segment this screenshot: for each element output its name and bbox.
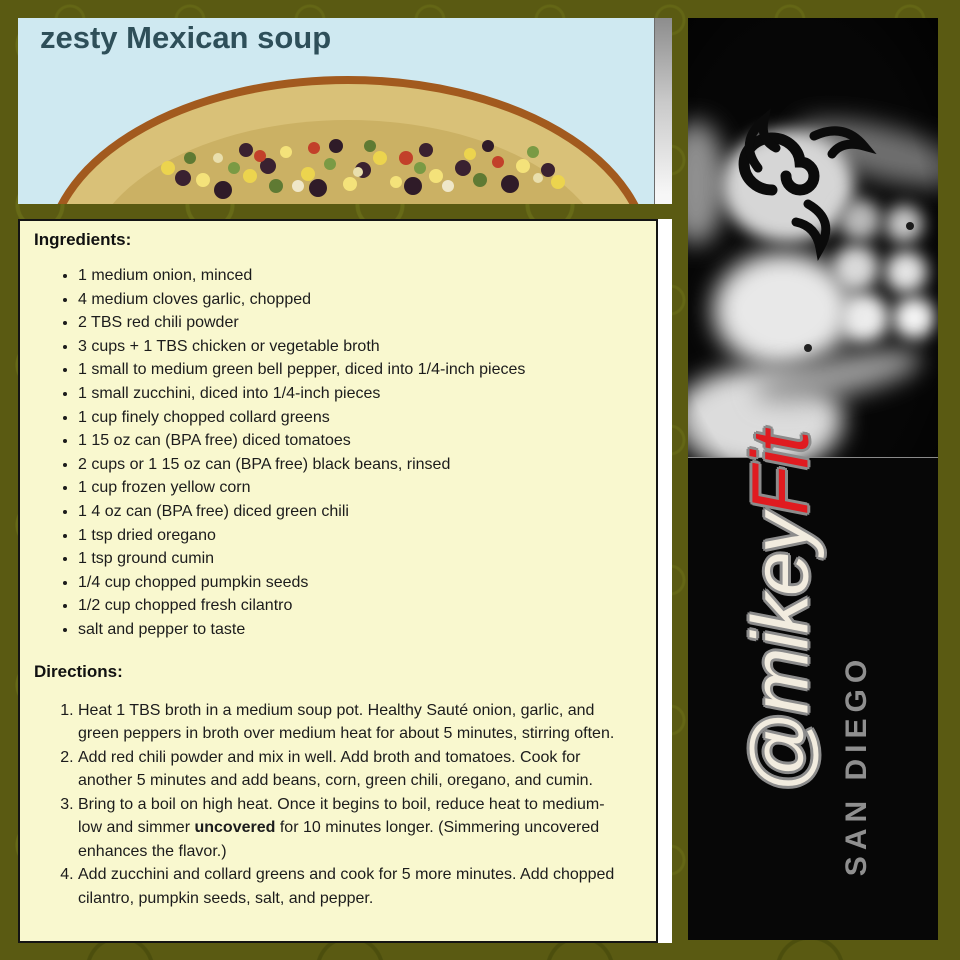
ingredient-item: • 1 4 oz can (BPA free) diced green chili — [78, 500, 626, 524]
ingredient-item: • 2 cups or 1 15 oz can (BPA free) black beans, rinsed — [78, 453, 626, 477]
ingredient-item: • 1/2 cup chopped fresh cilantro — [78, 594, 626, 618]
brand-panel — [688, 18, 938, 940]
location-label: SAN DIEGO — [840, 653, 873, 877]
handle-prefix: @mikey — [735, 515, 825, 794]
scrollbar-strip — [654, 18, 672, 204]
ingredient-item: • 1/4 cup chopped pumpkin seeds — [78, 571, 626, 595]
direction-text: Add red chili powder and mix in well. Add broth and tomatoes. Cook for another 5 minutes and add beans, corn, green chili, oregano, and cumin. — [78, 748, 593, 789]
direction-step — [78, 793, 626, 864]
ingredient-item: • 2 TBS red chili powder — [78, 311, 626, 335]
recipe-title: zesty Mexican soup — [40, 20, 332, 55]
direction-step — [78, 746, 626, 793]
recipe-card — [18, 219, 672, 943]
ingredient-item: • 4 medium cloves garlic, chopped — [78, 288, 626, 312]
directions-heading: Directions: — [34, 661, 123, 681]
ingredient-item: • 1 cup frozen yellow corn — [78, 476, 626, 500]
instagram-handle — [716, 321, 846, 906]
ingredient-item: • salt and pepper to taste — [78, 618, 626, 642]
direction-bold-text: uncovered — [194, 819, 276, 836]
ingredient-item: • 1 medium onion, minced — [78, 264, 626, 288]
direction-step — [78, 863, 626, 910]
direction-text: Add zucchini and collard greens and cook for 5 more minutes. Add chopped cilantro, pumpkin seeds, salt, and pepper. — [78, 866, 615, 907]
directions-list — [34, 699, 626, 911]
direction-step — [78, 699, 626, 746]
direction-text: Bring to a boil on high heat. Once it begins to boil, reduce heat to medium-low and simmer — [78, 795, 605, 836]
recipe-header — [18, 18, 672, 204]
ingredients-heading: Ingredients: — [34, 230, 132, 249]
ingredient-item: • 1 small zucchini, diced into 1/4-inch pieces — [78, 382, 626, 406]
ingredient-item: • 1 15 oz can (BPA free) diced tomatoes — [78, 429, 626, 453]
direction-text: for 10 minutes longer. (Simmering uncovered enhances the flavor.) — [78, 819, 600, 860]
direction-text: Heat 1 TBS broth in a medium soup pot. Healthy Sauté onion, garlic, and green peppers in broth over medium heat for about 5 minutes, stirring often. — [78, 701, 615, 742]
recipe-card-inner — [18, 219, 658, 943]
ingredient-item: • 1 tsp dried oregano — [78, 524, 626, 548]
ingredient-item: • 3 cups + 1 TBS chicken or vegetable broth — [78, 335, 626, 359]
ingredient-item: • 1 tsp ground cumin — [78, 547, 626, 571]
ingredient-item: • 1 small to medium green bell pepper, diced into 1/4-inch pieces — [78, 358, 626, 382]
ingredients-list — [34, 264, 626, 642]
handle-suffix: Fit — [735, 432, 825, 516]
ingredient-item: • 1 cup finely chopped collard greens — [78, 406, 626, 430]
